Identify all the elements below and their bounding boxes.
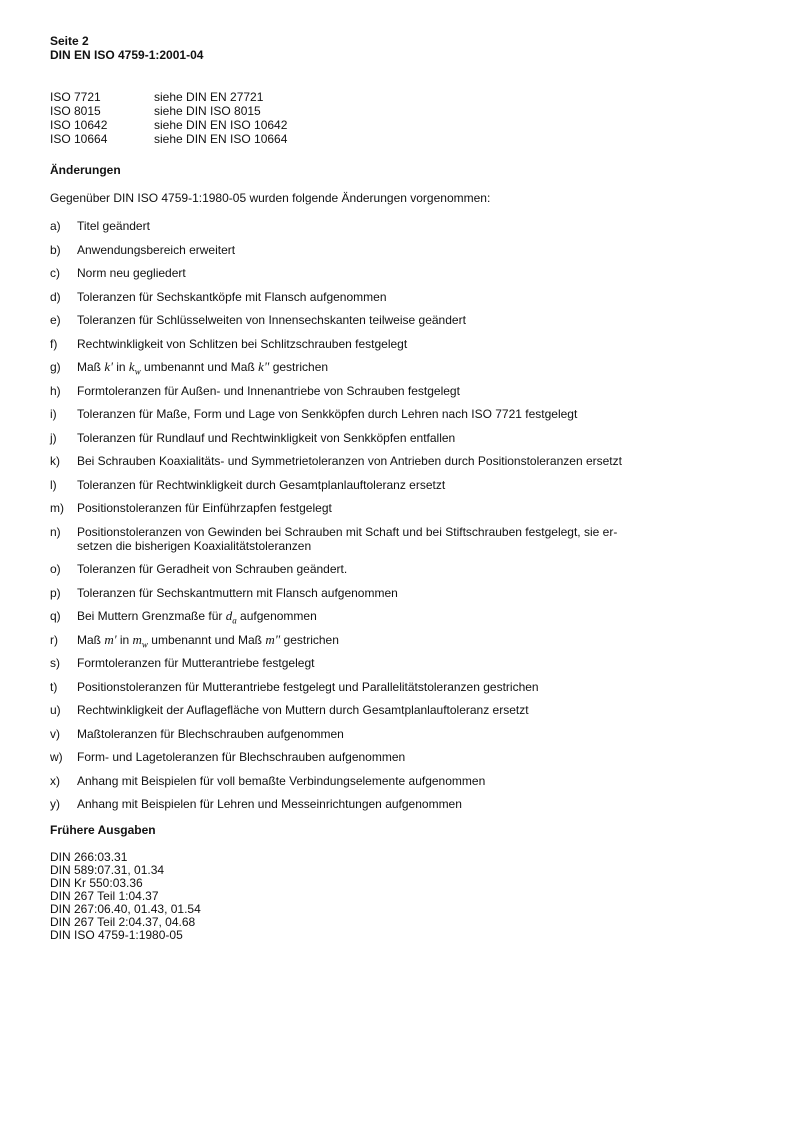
math-var: k: [104, 359, 111, 374]
text-segment: gestrichen: [280, 632, 339, 647]
item-text: Anwendungsbereich erweitert: [77, 242, 236, 257]
math-subscript: a: [232, 615, 237, 626]
item-text: [77, 608, 750, 626]
item-letter: w): [50, 750, 63, 764]
reference-target: siehe DIN EN ISO 10664: [154, 132, 288, 146]
item-text: Bei Schrauben Koaxialitäts- und Symmetrietoleranzen von Antrieben durch Positionstoleranzen ersetzt: [77, 454, 622, 468]
previous-edition: DIN 589:07.31, 01.34: [50, 863, 165, 877]
math-var: d: [225, 608, 233, 623]
item-letter: k): [50, 454, 60, 468]
item-text: Rechtwinkligkeit der Auflagefläche von Muttern durch Gesamtplanlauftoleranz ersetzt: [77, 703, 529, 717]
change-item-u: [50, 703, 750, 717]
previous-edition: DIN 267 Teil 1:04.37: [50, 889, 159, 903]
change-item-x: [50, 774, 750, 788]
change-item-c: [50, 266, 750, 280]
item-letter: a): [50, 219, 61, 233]
reference-row: [50, 132, 750, 146]
item-text: Form- und Lagetoleranzen für Blechschrauben aufgenommen: [77, 750, 406, 764]
item-text: Maßtoleranzen für Blechschrauben aufgenommen: [77, 726, 344, 741]
item-letter: t): [50, 679, 58, 694]
item-text: Positionstoleranzen für Mutterantriebe festgelegt und Parallelitätstoleranzen gestrichen: [77, 679, 539, 694]
change-item-i: [50, 407, 750, 421]
math-var: m: [104, 631, 114, 647]
item-letter: o): [50, 562, 61, 576]
changes-list: [50, 219, 750, 811]
reference-target: siehe DIN EN 27721: [154, 90, 264, 104]
item-text: Formtoleranzen für Mutterantriebe festgelegt: [77, 656, 315, 670]
math-var: k: [128, 359, 135, 374]
change-item-f: [50, 337, 750, 351]
item-text: Toleranzen für Sechskantköpfe mit Flansch aufgenommen: [77, 289, 387, 304]
page-header: [50, 34, 750, 62]
change-item-m: [50, 501, 750, 515]
change-item-h: [50, 384, 750, 398]
reference-code: ISO 7721: [50, 90, 101, 104]
previous-edition: DIN 266:03.31: [50, 850, 128, 864]
math-var: m: [132, 631, 142, 647]
item-text: Formtoleranzen für Außen- und Innenantriebe von Schrauben festgelegt: [77, 383, 460, 398]
item-text: [77, 631, 750, 650]
math-symbol: [225, 608, 237, 626]
item-letter: n): [50, 524, 61, 539]
item-text: [77, 359, 750, 377]
item-letter: x): [50, 773, 60, 788]
reference-code: ISO 10664: [50, 132, 108, 146]
item-text: Norm neu gegliedert: [77, 266, 186, 280]
math-symbol: [265, 632, 280, 647]
item-letter: p): [50, 585, 61, 600]
math-prime: ': [110, 359, 113, 374]
text-segment: umbenannt und Maß: [140, 360, 259, 374]
change-item-j: [50, 431, 750, 445]
change-item-e: [50, 313, 750, 327]
item-letter: g): [50, 360, 61, 374]
item-text: Titel geändert: [77, 219, 150, 233]
math-subscript: w: [134, 366, 141, 377]
change-item-b: [50, 243, 750, 257]
change-item-t: [50, 680, 750, 694]
document-page: [50, 34, 750, 942]
item-text: Anhang mit Beispielen für Lehren und Messeinrichtungen aufgenommen: [77, 797, 462, 811]
text-segment: in: [116, 632, 133, 647]
change-item-y: [50, 797, 750, 811]
reference-row: [50, 104, 750, 118]
math-symbol: [258, 359, 269, 374]
item-letter: c): [50, 266, 60, 280]
standard-designation: DIN EN ISO 4759-1:2001-04: [50, 48, 204, 62]
change-item-w: [50, 750, 750, 764]
math-symbol: [128, 359, 141, 377]
item-letter: h): [50, 383, 61, 398]
item-letter: d): [50, 289, 61, 304]
item-letter: u): [50, 703, 61, 717]
reference-code: ISO 10642: [50, 118, 108, 132]
math-symbol: [104, 359, 113, 374]
item-text: Anhang mit Beispielen für voll bemaßte Verbindungselemente aufgenommen: [77, 773, 486, 788]
item-letter: j): [50, 430, 57, 445]
change-item-a: [50, 219, 750, 233]
math-prime: ": [263, 359, 270, 374]
item-text: Toleranzen für Maße, Form und Lage von Senkköpfen durch Lehren nach ISO 7721 festgelegt: [77, 407, 578, 421]
item-letter: m): [50, 501, 64, 515]
item-letter: e): [50, 313, 61, 327]
math-subscript: w: [141, 639, 148, 650]
change-item-d: [50, 290, 750, 304]
text-line: Positionstoleranzen von Gewinden bei Schrauben mit Schaft und bei Stiftschrauben festgelegt, sie er-: [77, 524, 618, 539]
math-var: k: [258, 359, 264, 374]
item-letter: l): [50, 477, 57, 492]
change-item-n: [50, 525, 750, 553]
change-item-k: [50, 454, 750, 468]
changes-heading: Änderungen: [50, 163, 121, 177]
reference-code: ISO 8015: [50, 104, 101, 118]
text-segment: Maß: [77, 632, 105, 647]
text-line: setzen die bisherigen Koaxialitätstoleranzen: [77, 538, 312, 553]
item-text: Positionstoleranzen für Einführzapfen festgelegt: [77, 501, 332, 515]
changes-intro: Gegenüber DIN ISO 4759-1:1980-05 wurden folgende Änderungen vorgenommen:: [50, 191, 491, 205]
item-letter: b): [50, 242, 61, 257]
previous-edition: DIN Kr 550:03.36: [50, 876, 143, 890]
item-letter: v): [50, 726, 60, 741]
item-text: Toleranzen für Sechskantmuttern mit Flansch aufgenommen: [77, 585, 398, 600]
item-text: Toleranzen für Geradheit von Schrauben geändert.: [77, 562, 348, 576]
math-symbol: [132, 631, 148, 650]
item-text: Rechtwinkligkeit von Schlitzen bei Schlitzschrauben festgelegt: [77, 336, 408, 351]
item-letter: f): [50, 336, 58, 351]
change-item-q: [50, 608, 750, 626]
item-text: Toleranzen für Schlüsselweiten von Innensechskanten teilweise geändert: [77, 313, 466, 327]
text-segment: gestrichen: [269, 360, 329, 374]
item-letter: r): [50, 632, 58, 647]
change-item-p: [50, 586, 750, 600]
reference-row: [50, 118, 750, 132]
item-text: [77, 525, 750, 553]
page-number: Seite 2: [50, 34, 89, 48]
math-prime: ": [274, 631, 281, 647]
reference-list: [50, 90, 750, 146]
previous-edition: DIN ISO 4759-1:1980-05: [50, 928, 183, 942]
text-segment: Maß: [77, 360, 105, 374]
previous-editions-list: [50, 851, 750, 942]
reference-row: [50, 90, 750, 104]
change-item-l: [50, 478, 750, 492]
text-segment: aufgenommen: [236, 609, 317, 623]
reference-target: siehe DIN EN ISO 10642: [154, 118, 288, 132]
item-letter: q): [50, 609, 61, 623]
reference-target: siehe DIN ISO 8015: [154, 104, 261, 118]
previous-editions-heading: Frühere Ausgaben: [50, 823, 156, 837]
item-text: Toleranzen für Rundlauf und Rechtwinkligkeit von Senkköpfen entfallen: [77, 430, 456, 445]
change-item-r: [50, 631, 750, 650]
change-item-g: [50, 359, 750, 377]
change-item-v: [50, 727, 750, 741]
text-segment: umbenannt und Maß: [147, 632, 266, 647]
change-item-s: [50, 656, 750, 670]
math-prime: ': [113, 631, 117, 647]
item-letter: y): [50, 797, 60, 811]
text-segment: in: [112, 360, 129, 374]
item-letter: s): [50, 656, 60, 670]
previous-edition: DIN 267:06.40, 01.43, 01.54: [50, 902, 201, 916]
text-segment: Bei Muttern Grenzmaße für: [77, 609, 226, 623]
item-text: Toleranzen für Rechtwinkligkeit durch Gesamtplanlauftoleranz ersetzt: [77, 477, 446, 492]
change-item-o: [50, 562, 750, 576]
item-letter: i): [50, 407, 57, 421]
math-symbol: [104, 632, 116, 647]
previous-edition: DIN 267 Teil 2:04.37, 04.68: [50, 915, 196, 929]
math-var: m: [265, 631, 275, 647]
